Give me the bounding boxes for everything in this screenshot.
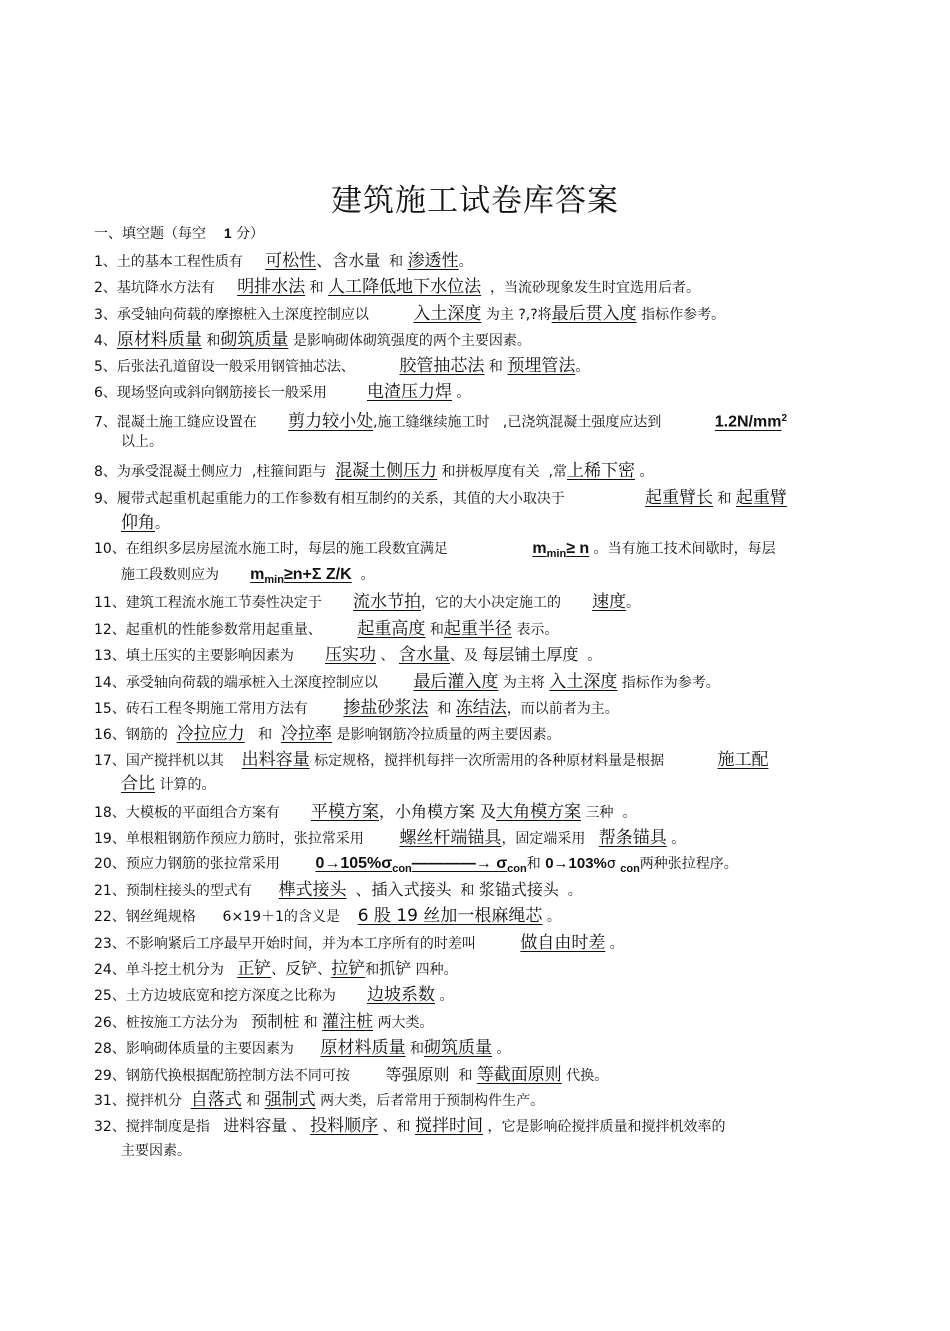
answer: 人工降低地下水位法 — [328, 277, 482, 297]
question-32-cont: 主要因素。 — [121, 1143, 191, 1159]
question-10-cont: 施工段数则应为 $m_{min}\ge n+\Sigma$ Z/K 。 — [121, 566, 375, 587]
answer: 大角模方案 — [496, 802, 582, 822]
answer: 平模方案 — [310, 802, 379, 822]
question-11: 11、建筑工程流水施工节奏性决定于 流水节拍，它的大小决定施工的 速度。 — [94, 592, 641, 612]
answer: $0\to 105\%\sigma_{con}————\to \sigma_{con}$ — [315, 855, 527, 876]
question-29: 29、钢筋代换根据配筋控制方法不同可按 等强原则 和 等截面原则 代换。 — [94, 1065, 609, 1085]
answer: 混凝土侧压力 — [335, 461, 438, 481]
answer: 冷拉率 — [281, 724, 332, 744]
answer: 流水节拍 — [352, 592, 421, 612]
question-23: 23、不影响紧后工序最早开始时间，并为本工序所有的时差叫 做自由时差 。 — [94, 933, 624, 953]
answer: 灌注桩 — [322, 1012, 374, 1032]
question-15: 15、砖石工程冬期施工常用方法有 掺盐砂浆法 和 冻结法，而以前者为主。 — [94, 698, 619, 718]
answer: 预埋管法 — [507, 356, 576, 376]
answer: 原材料质量 — [320, 1038, 406, 1058]
answer: 冷拉应力 — [176, 724, 245, 744]
question-8: 8、为承受混凝土侧应力 ,柱箍间距与 混凝土侧压力 和拼板厚度有关 ,常上稀下密 。 — [94, 461, 654, 481]
answer: 含水量 — [398, 645, 450, 665]
answer: 电渣压力焊 — [366, 382, 452, 402]
answer: 砌筑质量 — [423, 1038, 492, 1058]
question-17: 17、国产搅拌机以其 出料容量 标定规格，搅拌机每拌一次所需用的各种原材料量是根据 施工配 — [94, 750, 769, 770]
answer: 剪力较小处 — [288, 411, 374, 432]
answer: 上稀下密 — [567, 461, 635, 481]
question-3: 3、承受轴向荷载的摩擦桩入土深度控制应以 入土深度 为主 ?,?将最后贯入度 指标作参考。 — [94, 304, 726, 324]
question-28: 28、影响砌体质量的主要因素为 原材料质量 和砌筑质量 。 — [94, 1038, 511, 1058]
answer: 投料顺序 — [310, 1116, 379, 1136]
question-14: 14、承受轴向荷载的端承桩入土深度控制应以 最后灌入度 为主将 入土深度 指标作为参考。 — [94, 672, 720, 692]
answer: 出料容量 — [241, 750, 310, 770]
question-9-cont: 仰角。 — [121, 513, 169, 533]
answer: 渗透性 — [407, 251, 459, 271]
answer: 最后贯入度 — [551, 304, 637, 324]
question-31: 31、搅拌机分 自落式 和 强制式 两大类，后者常用于预制构件生产。 — [94, 1090, 545, 1110]
answer: 入土深度 — [413, 304, 482, 324]
answer: 最后灌入度 — [413, 672, 499, 692]
answer: 强制式 — [264, 1090, 316, 1110]
question-6: 6、现场竖向或斜向钢筋接长一般采用 电渣压力焊 。 — [94, 382, 471, 402]
section-heading: 一、填空题（每空 1 分） — [94, 225, 265, 242]
answer: 胶管抽芯法 — [399, 356, 485, 376]
question-7-cont: 以上。 — [121, 434, 163, 450]
question-32: 32、搅拌制度是指 进料容量 、 投料顺序 、和 搅拌时间 ，它是影响砼搅拌质量和搅拌机效率的 — [94, 1116, 726, 1136]
question-26: 26、桩按施工方法分为 预制桩 和 灌注桩 两大类。 — [94, 1012, 434, 1032]
answer: 合比 — [121, 774, 155, 794]
answer: 原材料质量 — [116, 330, 202, 350]
question-25: 25、土方边坡底宽和挖方深度之比称为 边坡系数 。 — [94, 985, 454, 1005]
answer: 压实功 — [324, 645, 376, 665]
question-5: 5、后张法孔道留设一般采用钢管抽芯法、 胶管抽芯法 和 预埋管法。 — [94, 356, 590, 376]
question-16: 16、钢筋的 冷拉应力 和 冷拉率 是影响钢筋冷拉质量的两主要因素。 — [94, 724, 561, 744]
answer: 做自由时差 — [520, 933, 606, 953]
answer: 边坡系数 — [366, 985, 435, 1005]
question-12: 12、起重机的性能参数常用起重量、 起重高度 和起重半径 表示。 — [94, 619, 559, 639]
question-10: 10、在组织多层房屋流水施工时，每层的施工段数宜满足 $m_{min}\ge n$ 。当有施工技术间歇时，每层 — [94, 540, 776, 561]
answer: 明排水法 — [237, 277, 306, 297]
question-7: 7、混凝土施工缝应设置在 剪力较小处,施工缝继续施工时 ,已浇筑混凝土强度应达到 $1.2N/mm^2$ — [94, 411, 788, 432]
question-2: 2、基坑降水方法有 明排水法 和 人工降低地下水位法 ，当流砂现象发生时宜选用后者。 — [94, 277, 700, 297]
question-19: 19、单根粗钢筋作预应力筋时，张拉常采用 螺丝杆端锚具，固定端采用 帮条锚具 。 — [94, 828, 686, 848]
answer: 帮条锚具 — [598, 828, 667, 848]
answer: 掺盐砂浆法 — [343, 698, 429, 718]
answer: 搅拌时间 — [415, 1116, 484, 1136]
answer: 可松性 — [265, 251, 317, 271]
answer: 榫式接头 — [278, 880, 347, 900]
answer: 1.2N/mm — [714, 413, 782, 431]
answer: 施工配 — [717, 750, 769, 770]
answer: 拉铲 — [331, 959, 366, 979]
question-24: 24、单斗挖土机分为 正铲、反铲、拉铲和抓铲 四种。 — [94, 959, 458, 979]
answer: 仰角 — [121, 513, 155, 533]
answer: 起重高度 — [357, 619, 426, 639]
answer: 冻结法 — [455, 698, 507, 718]
question-17-cont: 合比 计算的。 — [121, 774, 216, 794]
question-22: 22、钢丝绳规格 6×19＋1的含义是 6 股 19 丝加一根麻绳芯 。 — [94, 906, 561, 926]
answer: 起重臂长 — [645, 488, 714, 508]
answer: 螺丝杆端锚具 — [399, 828, 502, 848]
answer: 正铲 — [237, 959, 272, 979]
answer: 砌筑质量 — [220, 330, 289, 350]
question-13: 13、填土压实的主要影响因素为 压实功 、 含水量、及 每层铺土厚度 。 — [94, 645, 602, 665]
answer: 速度 — [592, 592, 627, 612]
question-20: 20、预应力钢筋的张拉常采用 $0\to 105\%\sigma_{con}————\to \sigma_{con}$和 0→103%σ $_{con}$两种张拉程序。 — [94, 855, 738, 876]
question-21: 21、预制柱接头的型式有 榫式接头 、插入式接头 和 浆锚式接头 。 — [94, 880, 582, 900]
answer: $m_{min}\ge n$ — [532, 540, 590, 561]
answer: 起重臂 — [735, 488, 787, 508]
question-18: 18、大模板的平面组合方案有 平模方案，小角模方案 及大角模方案 三种 。 — [94, 802, 637, 822]
question-9: 9、履带式起重机起重能力的工作参数有相互制约的关系，其值的大小取决于 起重臂长 和 起重臂 — [94, 488, 787, 508]
answer: 6 股 19 丝加一根麻绳芯 — [357, 906, 543, 926]
document-title: 建筑施工试卷库答案 — [331, 183, 619, 219]
question-1: 1、土的基本工程性质有 可松性、含水量 和 渗透性。 — [94, 251, 473, 271]
answer: 起重半径 — [443, 619, 512, 639]
answer: 入土深度 — [549, 672, 618, 692]
question-4: 4、原材料质量 和砌筑质量 是影响砌体砌筑强度的两个主要因素。 — [94, 330, 531, 350]
answer: 等截面原则 — [476, 1065, 562, 1085]
answer: $m_{min}\ge n+\Sigma$ Z/K — [250, 566, 352, 587]
answer: 自落式 — [190, 1090, 242, 1110]
